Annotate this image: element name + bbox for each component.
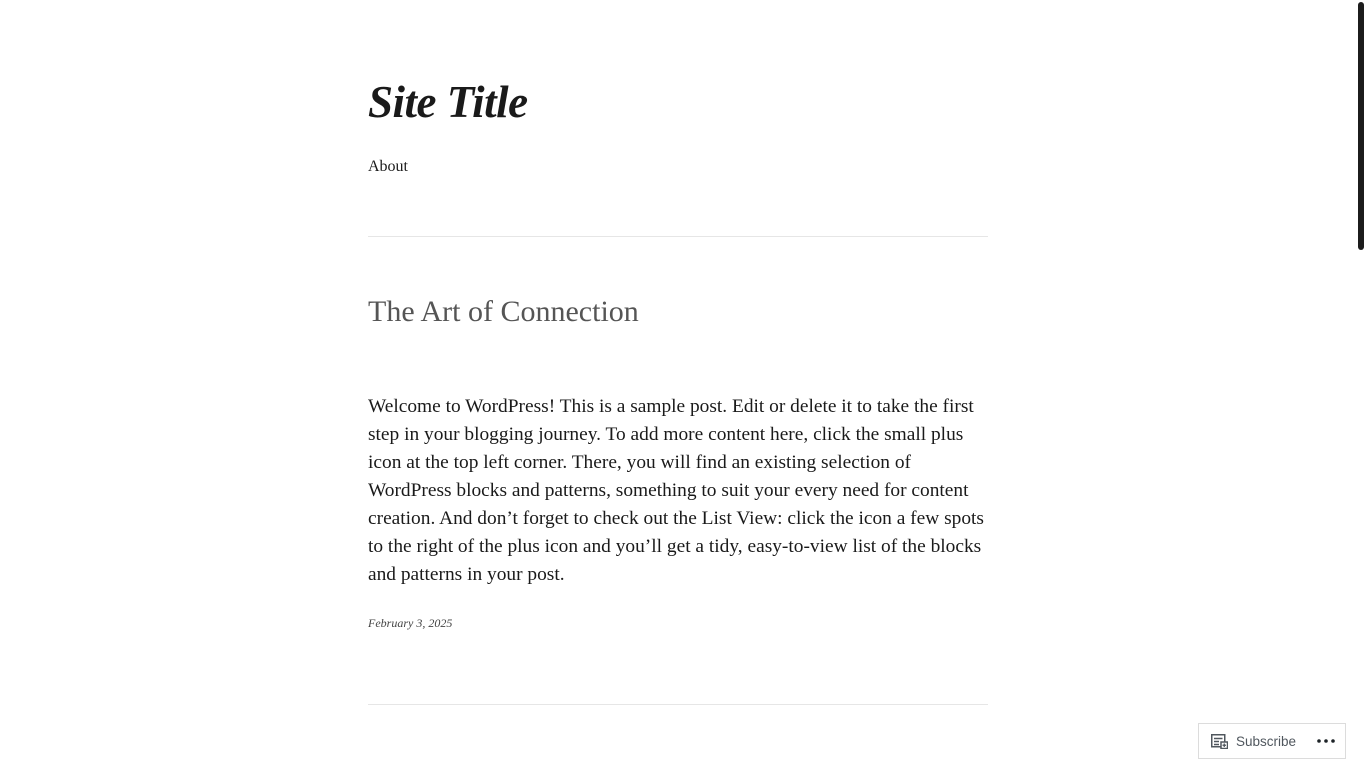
- post-title[interactable]: The Art of Connection: [368, 295, 639, 328]
- post-date[interactable]: February 3, 2025: [368, 616, 453, 630]
- scrollbar[interactable]: [1352, 0, 1366, 768]
- nav-item-about[interactable]: About: [368, 158, 408, 175]
- post-divider: [368, 704, 988, 705]
- post-body: Welcome to WordPress! This is a sample post. Edit or delete it to take the first step in your blogging journey. To add more content here, click the small plus icon at the top left corner. There, you will find an existing selection of WordPress blocks and patterns, something to suit your every need for content creation. And don’t forget to check out the List View: click the icon a few spots to the right of the plus icon and you’ll get a tidy, easy-to-view list of the blocks and patterns in your post.: [368, 396, 984, 585]
- more-options-button[interactable]: [1317, 732, 1335, 750]
- subscribe-label: Subscribe: [1236, 733, 1297, 749]
- scrollbar-thumb[interactable]: [1358, 2, 1364, 250]
- reader-icon: [1211, 734, 1228, 749]
- site-title[interactable]: Site Title: [368, 77, 528, 127]
- subscribe-button[interactable]: [1199, 724, 1296, 758]
- ellipsis-icon: [1317, 739, 1335, 743]
- header-divider: [368, 236, 988, 237]
- subscribe-bar: [1198, 723, 1346, 759]
